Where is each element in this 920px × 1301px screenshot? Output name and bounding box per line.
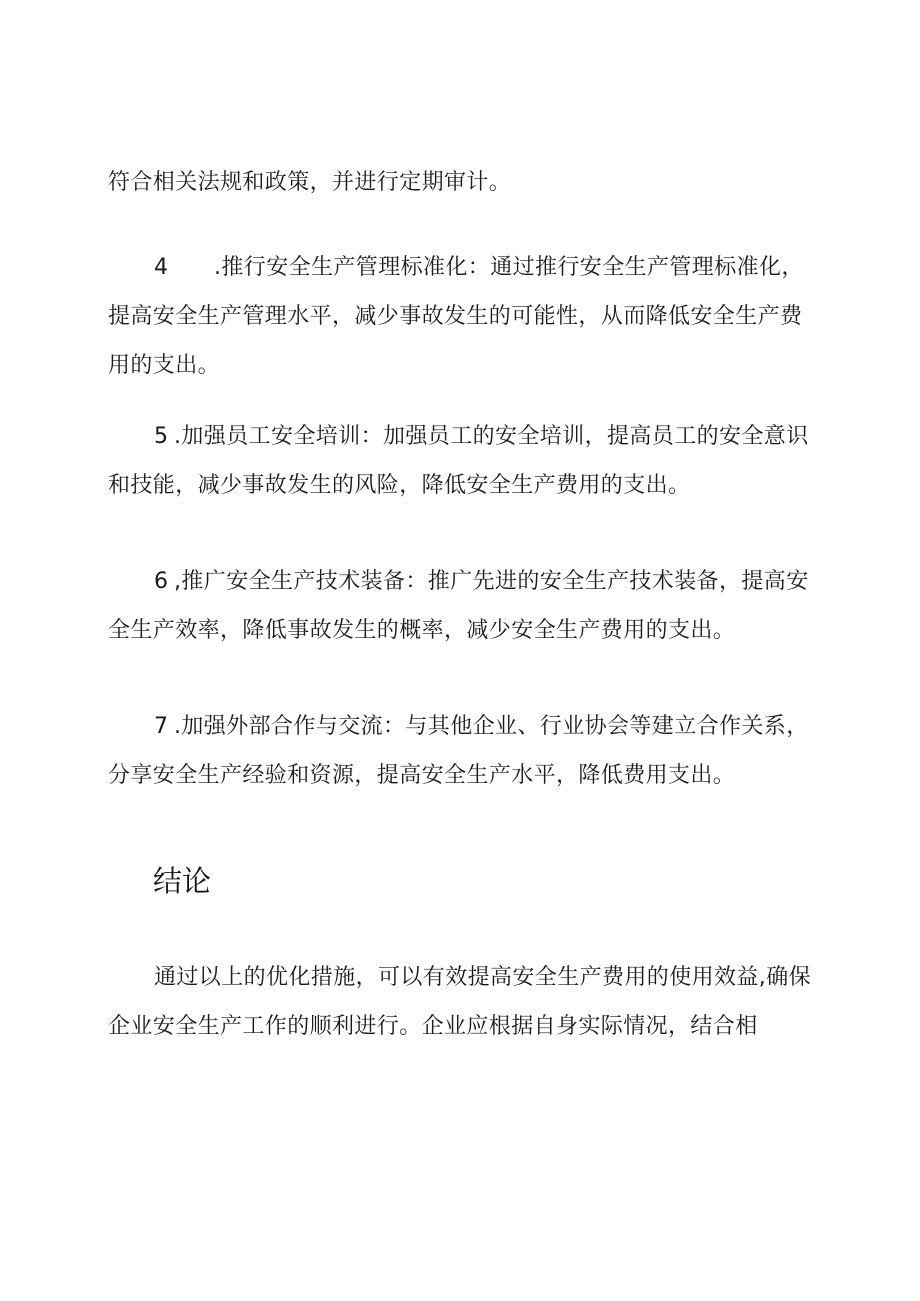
list-item-separator: .	[214, 255, 222, 280]
conclusion-heading: 结论	[153, 864, 212, 898]
list-item-6	[108, 557, 820, 655]
list-item-number: 5	[154, 424, 169, 449]
list-item-separator: ,	[174, 569, 182, 594]
list-item-text: 加强员工安全培训：加强员工的安全培训，提高员工的安全意识和技能，减少事故发生的风险，降低安全生产费用的支出。	[108, 424, 809, 498]
list-item-text: 加强外部合作与交流：与其他企业、行业协会等建立合作关系，分享安全生产经验和资源，提高安全生产水平，降低费用支出。	[108, 714, 809, 788]
list-item-text: 推行安全生产管理标准化：通过推行安全生产管理标准化，提高安全生产管理水平，减少事故发生的可能性，从而降低安全生产费用的支出。	[108, 255, 804, 378]
list-item-number: 7	[154, 714, 169, 739]
list-item-separator: .	[174, 714, 182, 739]
conclusion-paragraph: 通过以上的优化措施，可以有效提高安全生产费用的使用效益,确保企业安全生产工作的顺利进行。企业应根据自身实际情况，结合相	[108, 965, 811, 1039]
list-item-7	[108, 702, 820, 800]
list-item-separator: .	[174, 424, 182, 449]
list-item-5	[108, 412, 820, 510]
list-item-4	[108, 243, 820, 390]
list-item-text: 推广安全生产技术装备：推广先进的安全生产技术装备，提高安全生产效率，降低事故发生的概率，减少安全生产费用的支出。	[108, 569, 809, 643]
list-item-number: 6	[154, 569, 169, 594]
list-item-number: 4	[154, 255, 169, 280]
continuation-paragraph: 符合相关法规和政策，并进行定期审计。	[108, 170, 512, 195]
